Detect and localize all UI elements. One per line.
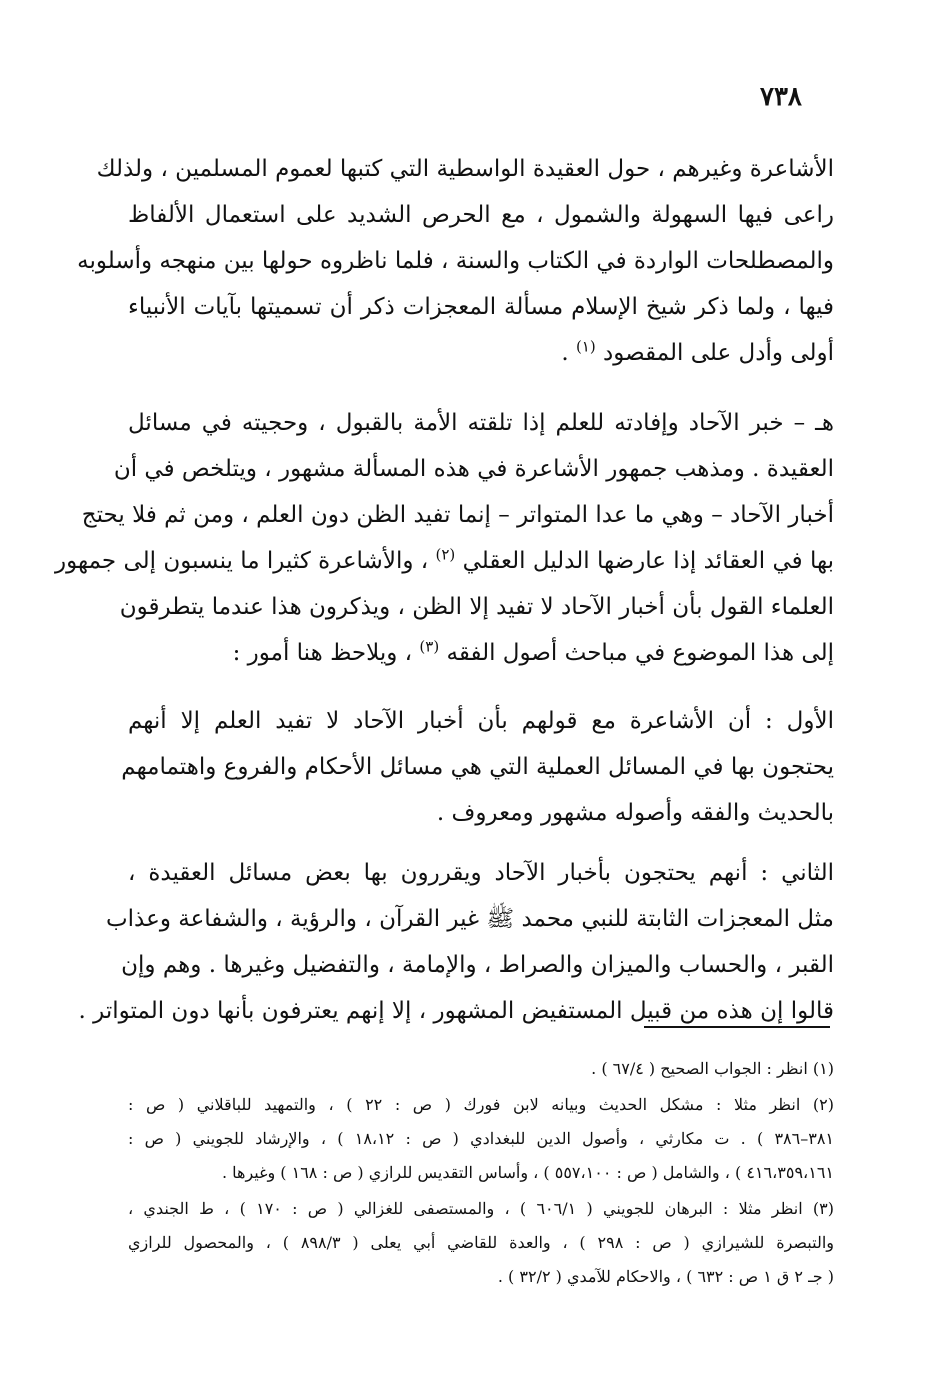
footnote-line: والتبصرة للشيرازي ( ص : ٢٩٨ ) ، والعدة للقاضي أبي يعلى ( ٨٩٨/٣ ) ، والمحصول للرازي [128, 1233, 835, 1252]
text-line [55, 538, 834, 584]
paragraph-4 [78, 850, 834, 1034]
text-line: العلماء القول بأن أخبار الآحاد لا تفيد إلا الظن ، ويذكرون هذا عندما يتطرقون [119, 594, 834, 620]
text-line: العقيدة . ومذهب جمهور الأشاعرة في هذه المسألة مشهور ، ويتلخص في أن [113, 456, 834, 482]
footnote-line: (١) انظر : الجواب الصحيح ( ٦٧/٤ ) . [591, 1059, 834, 1078]
footnote-3 [128, 1192, 834, 1294]
text-line: والمصطلحات الواردة في الكتاب والسنة ، فلما ناظروه حولها بين منهجه وأسلوبه [77, 248, 834, 274]
footnote-2 [128, 1088, 834, 1190]
text-line: الأول : أن الأشاعرة مع قولهم بأن أخبار الآحاد لا تفيد العلم إلا أنهم [128, 708, 834, 734]
footnote-marker: (١) [575, 337, 596, 356]
footnote-1 [128, 1052, 834, 1086]
text-span: إلى هذا الموضوع في مباحث أصول الفقه [446, 640, 834, 666]
footnote-line: ٣٨١–٣٨٦ ) . ت مكارثي ، وأصول الدين للبغدادي ( ص : ١٨،١٢ ) ، والإرشاد للجويني ( ص : [128, 1129, 835, 1148]
text-line: أخبار الآحاد – وهي ما عدا المتواتر – إنما تفيد الظن دون العلم ، ومن ثم فلا يحتج [81, 502, 834, 528]
text-span: أولى وأدل على المقصود [603, 340, 834, 366]
text-line: هـ – خبر الآحاد وإفادته للعلم إذا تلقته الأمة بالقبول ، وحجيته في مسائل [128, 410, 834, 436]
paragraph-2 [55, 400, 834, 676]
text-span: ، ويلاحظ هنا أمور : [232, 640, 420, 666]
page-number: ٧٣٨ [760, 82, 802, 112]
footnotes [128, 1052, 834, 1294]
text-line: الثاني : أنهم يحتجون بأخبار الآحاد ويقررون بها بعض مسائل العقيدة ، [128, 860, 834, 886]
text-line: راعى فيها السهولة والشمول ، مع الحرص الشديد على استعمال الألفاظ [128, 202, 834, 228]
footnote-line: ( جـ ٢ ق ١ ص : ٦٣٢ ) ، والاحكام للآمدي ( ٣٢/٢ ) . [497, 1267, 834, 1286]
footnote-separator [644, 1026, 830, 1028]
footnote-line: ٤١٦،٣٥٩،١٦١ ) ، والشامل ( ص : ٥٥٧،١٠٠ ) ، وأساس التقديس للرازي ( ص : ١٦٨ ) وغيرها . [221, 1163, 834, 1182]
text-span: بها في العقائد إذا عارضها الدليل العقلي [462, 548, 834, 574]
text-line: الأشاعرة وغيرهم ، حول العقيدة الواسطية التي كتبها لعموم المسلمين ، ولذلك [96, 156, 834, 182]
text-line: يحتجون بها في المسائل العملية التي هي مسائل الأحكام والفروع واهتمامهم [121, 754, 834, 780]
text-line: قالوا إن هذه من قبيل المستفيض المشهور ، إلا إنهم يعترفون بأنها دون المتواتر . [78, 998, 834, 1024]
text-line: مثل المعجزات الثابتة للنبي محمد ﷺ غير القرآن ، والرؤية ، والشفاعة وعذاب [105, 906, 834, 932]
text-line [128, 630, 834, 676]
footnote-marker: (٢) [435, 545, 456, 564]
text-span: . [561, 340, 576, 366]
main-text [55, 146, 834, 1050]
text-span: ، والأشاعرة كثيرا ما ينسبون إلى جمهور [55, 548, 436, 574]
text-line: فيها ، ولما ذكر شيخ الإسلام مسألة المعجزات ذكر أن تسميتها بآيات الأنبياء [128, 294, 834, 320]
paragraph-3 [121, 698, 834, 836]
paragraph-1 [77, 146, 834, 376]
footnote-marker: (٣) [419, 637, 440, 656]
text-line: القبر ، والحساب والميزان والصراط ، والإمامة ، والتفضيل وغيرها . وهم وإن [121, 952, 834, 978]
text-line: بالحديث والفقه وأصوله مشهور ومعروف . [436, 800, 834, 826]
footnote-line: (٣) انظر مثلا : البرهان للجويني ( ٦٠٦/١ ) ، والمستصفى للغزالي ( ص : ١٧٠ ) ، ط الجندي ، [128, 1199, 834, 1218]
footnote-line: (٢) انظر مثلا : مشكل الحديث وبيانه لابن فورك ( ص : ٢٢ ) ، والتمهيد للباقلاني ( ص : [128, 1095, 834, 1114]
text-line [128, 330, 834, 376]
